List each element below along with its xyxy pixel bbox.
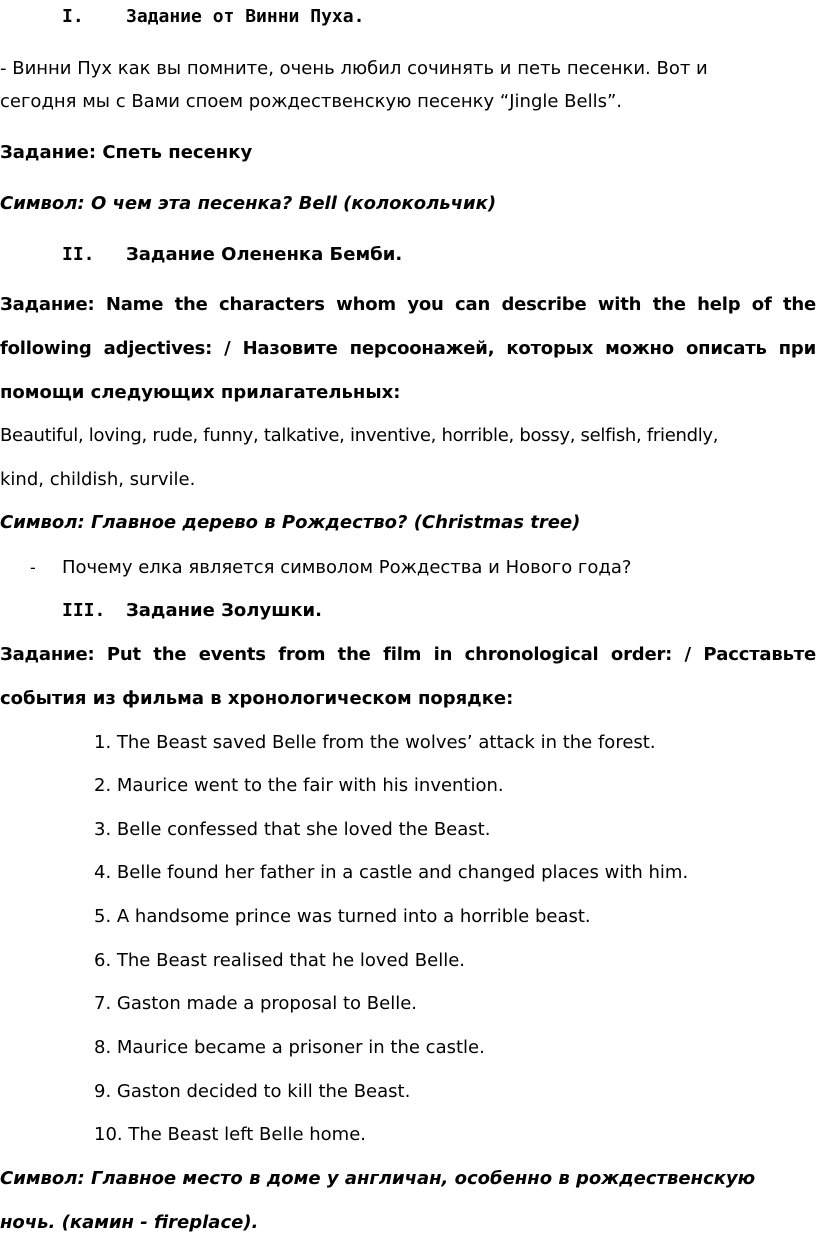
- section-1-task: Задание: Спеть песенку: [0, 142, 253, 163]
- section-2-title: Задание Олененка Бемби.: [126, 244, 403, 265]
- section-2-dash-bullet: -: [30, 558, 36, 577]
- section-3-marker: III.: [62, 600, 106, 621]
- section-1-paragraph-line-1: - Винни Пух как вы помните, очень любил сочинять и петь песенки. Вот и: [0, 58, 708, 79]
- section-2-adjectives-line-1: Beautiful, loving, rude, funny, talkative, inventive, horrible, bossy, selfish, friendly,: [0, 425, 719, 446]
- event-item: 2. Maurice went to the fair with his invention.: [94, 775, 504, 796]
- section-3-heading: [62, 599, 322, 623]
- event-item: 9. Gaston decided to kill the Beast.: [94, 1081, 411, 1102]
- section-1-paragraph-line-2: сегодня мы с Вами споем рождественскую песенку “Jingle Bells”.: [0, 91, 623, 112]
- section-2-task-line-2: following adjectives: / Назовите персоонажей, которых можно описать при: [0, 338, 816, 359]
- section-1-marker: I.: [62, 6, 84, 27]
- section-3-title: Задание Золушки.: [126, 600, 322, 621]
- section-1-title: Задание от Винни Пуха.: [126, 6, 365, 27]
- event-item: 1. The Beast saved Belle from the wolves’ attack in the forest.: [94, 732, 656, 753]
- section-3-symbol-line-2: ночь. (камин - fireplace).: [0, 1212, 259, 1233]
- event-item: 10. The Beast left Belle home.: [94, 1124, 367, 1145]
- section-2-adjectives-line-2: kind, childish, survile.: [0, 469, 196, 490]
- event-item: 6. The Beast realised that he loved Belle.: [94, 950, 466, 971]
- section-3-task-line-1: Задание: Put the events from the film in chronological order: / Расставьте: [0, 644, 816, 665]
- section-2-symbol: Символ: Главное дерево в Рождество? (Christmas tree): [0, 512, 581, 533]
- section-2-task-line-3: помощи следующих прилагательных:: [0, 382, 401, 403]
- section-2-heading: [62, 243, 402, 267]
- section-3-symbol-line-1: Символ: Главное место в доме у англичан, особенно в рождественскую: [0, 1168, 756, 1189]
- event-item: 5. A handsome prince was turned into a horrible beast.: [94, 906, 591, 927]
- section-2-task-line-1: Задание: Name the characters whom you can describe with the help of the: [0, 294, 816, 315]
- section-3-task-line-2: события из фильма в хронологическом порядке:: [0, 688, 514, 709]
- event-item: 3. Belle confessed that she loved the Beast.: [94, 819, 491, 840]
- section-2-marker: II.: [62, 244, 95, 265]
- section-2-question: Почему елка является символом Рождества и Нового года?: [62, 557, 632, 578]
- section-1-heading: [62, 5, 364, 29]
- event-item: 7. Gaston made a proposal to Belle.: [94, 993, 418, 1014]
- event-item: 8. Maurice became a prisoner in the castle.: [94, 1037, 485, 1058]
- event-item: 4. Belle found her father in a castle and changed places with him.: [94, 862, 689, 883]
- section-1-symbol: Символ: О чем эта песенка? Bell (колокольчик): [0, 193, 497, 214]
